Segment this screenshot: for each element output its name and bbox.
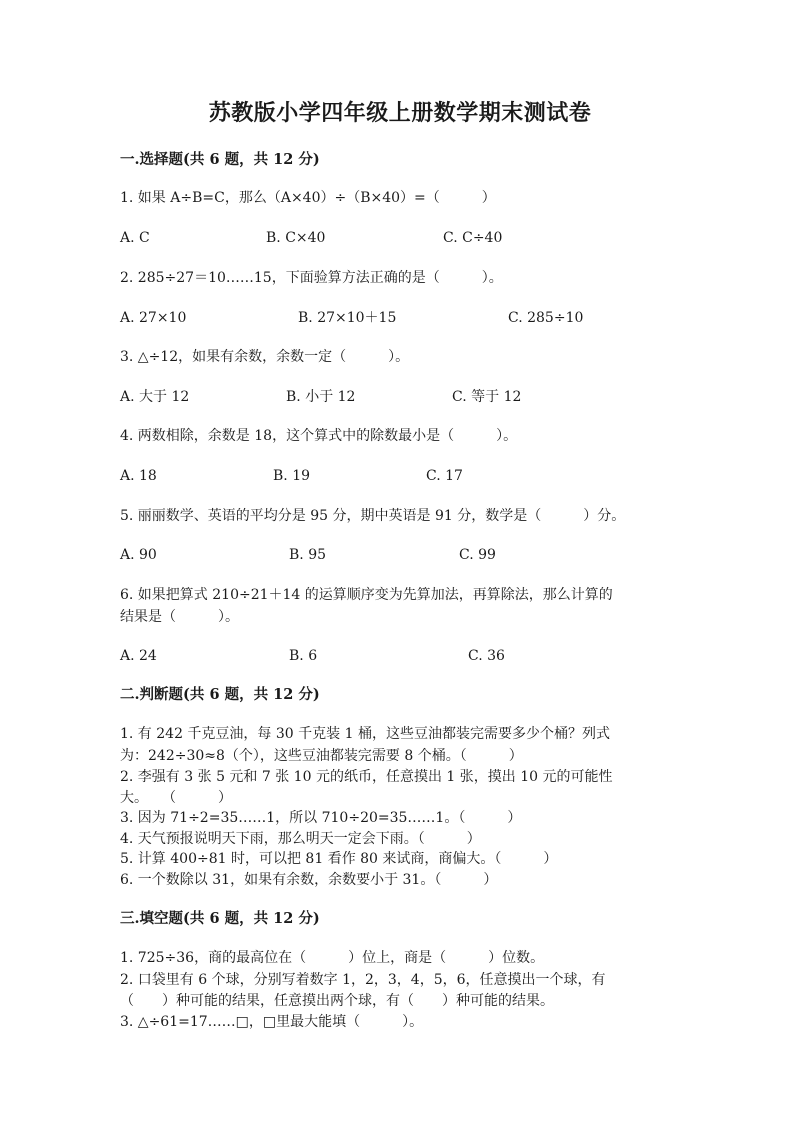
page-title: 苏教版小学四年级上册数学期末测试卷 xyxy=(208,100,592,126)
question-text: 1. 如果 A÷B=C，那么（A×40）÷（B×40）=（ ） xyxy=(120,190,496,206)
judgment-line: 2. 李强有 3 张 5 元和 7 张 10 元的纸币，任意摸出 1 张，摸出 10 元的可能性 xyxy=(120,769,613,785)
fill-blank-line: 1. 725÷36，商的最高位在（ ）位上，商是（ ）位数。 xyxy=(120,950,545,966)
fill-blank-line: 3. △÷61=17……□，□里最大能填（ ）。 xyxy=(120,1014,424,1030)
section-heading-choice: 一.选择题(共 6 题，共 12 分) xyxy=(120,151,320,168)
option-b: B. 27×10＋15 xyxy=(298,310,397,326)
section-heading-judgment: 二.判断题(共 6 题，共 12 分) xyxy=(120,686,320,703)
judgment-line: 6. 一个数除以 31，如果有余数，余数要小于 31。（ ） xyxy=(120,872,498,888)
option-a: A. 27×10 xyxy=(120,310,187,326)
question-text: 4. 两数相除，余数是 18，这个算式中的除数最小是（ ）。 xyxy=(120,428,518,444)
option-c: C. C÷40 xyxy=(443,230,503,246)
judgment-line: 3. 因为 71÷2=35……1，所以 710÷20=35……1。（ ） xyxy=(120,810,522,826)
option-a: A. 18 xyxy=(120,468,157,484)
question-text: 2. 285÷27＝10……15，下面验算方法正确的是（ ）。 xyxy=(120,270,503,286)
judgment-line: 大。 （ ） xyxy=(120,790,232,806)
option-b: B. 95 xyxy=(289,547,327,563)
option-a: A. C xyxy=(120,230,150,246)
option-c: C. 285÷10 xyxy=(508,310,584,326)
option-c: C. 99 xyxy=(459,547,496,563)
fill-blank-line: （ ）种可能的结果，任意摸出两个球，有（ ）种可能的结果。 xyxy=(120,993,554,1009)
option-b: B. 6 xyxy=(289,648,318,664)
option-c: C. 17 xyxy=(426,468,463,484)
question-text: 5. 丽丽数学、英语的平均分是 95 分，期中英语是 91 分，数学是（ ）分。 xyxy=(120,508,626,524)
option-b: B. 19 xyxy=(273,468,311,484)
option-b: B. C×40 xyxy=(266,230,326,246)
judgment-line: 1. 有 242 千克豆油，每 30 千克装 1 桶，这些豆油都装完需要多少个桶？列式 xyxy=(120,726,610,742)
option-a: A. 24 xyxy=(120,648,157,664)
fill-blank-line: 2. 口袋里有 6 个球，分别写着数字 1，2，3，4，5，6，任意摸出一个球，有 xyxy=(120,972,606,988)
option-b: B. 小于 12 xyxy=(286,389,356,405)
option-a: A. 大于 12 xyxy=(120,389,190,405)
question-text: 3. △÷12，如果有余数，余数一定（ ）。 xyxy=(120,349,410,365)
question-text: 6. 如果把算式 210÷21＋14 的运算顺序变为先算加法，再算除法，那么计算的 xyxy=(120,587,613,603)
option-c: C. 等于 12 xyxy=(452,389,522,405)
judgment-line: 5. 计算 400÷81 时，可以把 81 看作 80 来试商，商偏大。（ ） xyxy=(120,851,558,867)
section-heading-fill-blank: 三.填空题(共 6 题，共 12 分) xyxy=(120,910,320,927)
judgment-line: 4. 天气预报说明天下雨，那么明天一定会下雨。（ ） xyxy=(120,831,481,847)
option-c: C. 36 xyxy=(468,648,505,664)
question-text-continued: 结果是（ ）。 xyxy=(120,609,239,625)
judgment-line: 为：242÷30≈8（个），这些豆油都装完需要 8 个桶。（ ） xyxy=(120,748,523,764)
option-a: A. 90 xyxy=(120,547,157,563)
